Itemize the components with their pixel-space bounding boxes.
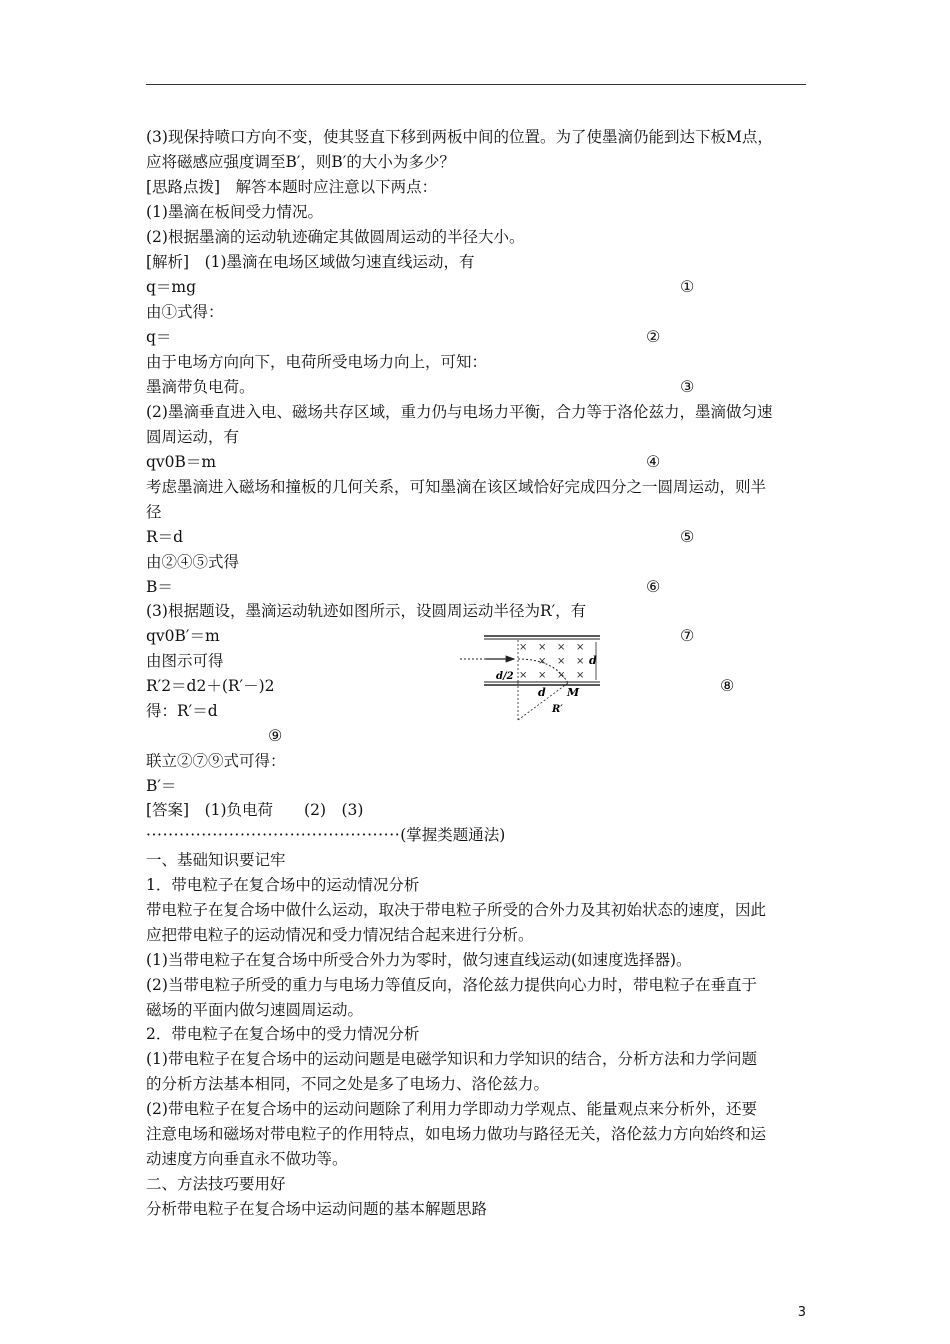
equation-line: qv0B′＝m (146, 627, 220, 645)
equation-marker: ① (680, 277, 695, 296)
equation-marker: ⑧ (720, 676, 735, 695)
divider-label: (掌握类题通法) (400, 826, 506, 844)
label-d: d (589, 654, 597, 667)
section-heading: 一、基础知识要记牢 (146, 851, 286, 869)
equation-marker: ⑥ (646, 577, 661, 596)
text-line: 应把带电粒子的运动情况和受力情况结合起来进行分析。 (146, 926, 534, 944)
page-number: 3 (797, 1305, 806, 1320)
equation-marker: ④ (646, 452, 661, 471)
equation-marker: ⑦ (680, 626, 695, 645)
text-line: (1)带电粒子在复合场中的运动问题是电磁学知识和力学知识的结合，分析方法和力学问题 (146, 1050, 757, 1068)
text-line: 应将磁感应强度调至B′，则B′的大小为多少？ (146, 153, 455, 171)
equation-marker: ③ (680, 377, 695, 396)
equation-marker: ② (646, 327, 661, 346)
text-line: (3)现保持喷口方向不变，使其竖直下移到两板中间的位置。为了使墨滴仍能到达下板M点， (146, 128, 773, 146)
text-line: 由图示可得 (146, 652, 224, 670)
text-line: 磁场的平面内做匀速圆周运动。 (146, 1001, 364, 1019)
text-line: (2)当带电粒子所受的重力与电场力等值反向，洛伦兹力提供向心力时，带电粒子在垂直于 (146, 976, 757, 994)
equation-line: 得：R′＝d (146, 702, 218, 720)
label-d-half: d/2 (496, 671, 514, 682)
section-heading: 二、方法技巧要用好 (146, 1175, 286, 1193)
equation-line: q＝mg (146, 278, 197, 296)
text-line: [解析] (1)墨滴在电场区域做匀速直线运动，有 (146, 253, 475, 271)
subsection-heading: 1．带电粒子在复合场中的运动情况分析 (146, 876, 420, 894)
text-line: (1)墨滴在板间受力情况。 (146, 203, 323, 221)
label-d-bottom: d (538, 686, 546, 699)
equation-marker: ⑤ (680, 527, 695, 546)
label-R-prime: R′ (552, 704, 563, 715)
equation-line: q＝ (146, 328, 172, 346)
text-line: 带电粒子在复合场中做什么运动，取决于带电粒子所受的合外力及其初始状态的速度，因此 (146, 901, 767, 919)
lower-plate (484, 682, 600, 685)
svg-text:×: × (557, 642, 566, 653)
text-line: 圆周运动，有 (146, 428, 240, 446)
text-line: (2)墨滴垂直进入电、磁场共存区域，重力仍与电场力平衡，合力等于洛伦兹力，墨滴做匀速 (146, 403, 773, 421)
text-line: 注意电场和磁场对带电粒子的作用特点，如电场力做功与路径无关，洛伦兹力方向始终和运 (146, 1125, 767, 1143)
svg-text:×: × (538, 642, 547, 653)
svg-text:×: × (576, 670, 585, 681)
text-line: 考虑墨滴进入磁场和撞板的几何关系，可知墨滴在该区域恰好完成四分之一圆周运动，则半 (146, 478, 767, 496)
svg-text:×: × (519, 670, 528, 681)
trajectory-figure (456, 630, 606, 730)
equation-marker: ⑨ (268, 726, 283, 745)
text-line: 联立②⑦⑨式可得： (146, 752, 286, 770)
text-line: 由于电场方向向下，电荷所受电场力向上，可知： (146, 353, 488, 371)
divider-dots: ·············································· (146, 826, 401, 844)
upper-plate (484, 636, 600, 639)
section-divider (146, 825, 505, 845)
svg-text:×: × (519, 642, 528, 653)
text-line: [思路点拨] 解答本题时应注意以下两点： (146, 178, 438, 196)
subsection-heading: 2．带电粒子在复合场中的受力情况分析 (146, 1025, 420, 1043)
header-rule (146, 84, 806, 85)
svg-text:×: × (576, 656, 585, 667)
equation-line: B′＝ (146, 777, 177, 795)
text-line: 径 (146, 503, 162, 521)
label-M: M (567, 686, 580, 699)
text-line: (3)根据题设，墨滴运动轨迹如图所示，设圆周运动半径为R′，有 (146, 602, 587, 620)
text-line: 由①式得： (146, 303, 224, 321)
svg-text:×: × (557, 670, 566, 681)
equation-line: B＝ (146, 578, 173, 596)
svg-text:×: × (538, 656, 547, 667)
text-line: 分析带电粒子在复合场中运动问题的基本解题思路 (146, 1200, 488, 1218)
text-line: (2)根据墨滴的运动轨迹确定其做圆周运动的半径大小。 (146, 228, 525, 246)
svg-text:×: × (576, 642, 585, 653)
text-line: 墨滴带负电荷。 (146, 378, 255, 396)
answer-line: [答案] (1)负电荷 (2) (3) (146, 801, 364, 819)
text-line: 的分析方法基本相同，不同之处是多了电场力、洛伦兹力。 (146, 1075, 550, 1093)
text-line: 动速度方向垂直永不做功等。 (146, 1150, 348, 1168)
svg-text:×: × (538, 670, 547, 681)
equation-line: R＝d (146, 528, 184, 546)
magnetic-field-crosses (519, 642, 584, 681)
equation-line: R′2＝d2＋(R′－)2 (146, 677, 275, 695)
text-line: (1)当带电粒子在复合场中所受合外力为零时，做匀速直线运动(如速度选择器)。 (146, 951, 692, 969)
text-line: (2)带电粒子在复合场中的运动问题除了利用力学即动力学观点、能量观点来分析外，还要 (146, 1100, 757, 1118)
equation-line: qv0B＝m (146, 453, 217, 471)
text-line: 由②④⑤式得 (146, 553, 240, 571)
svg-text:×: × (557, 656, 566, 667)
